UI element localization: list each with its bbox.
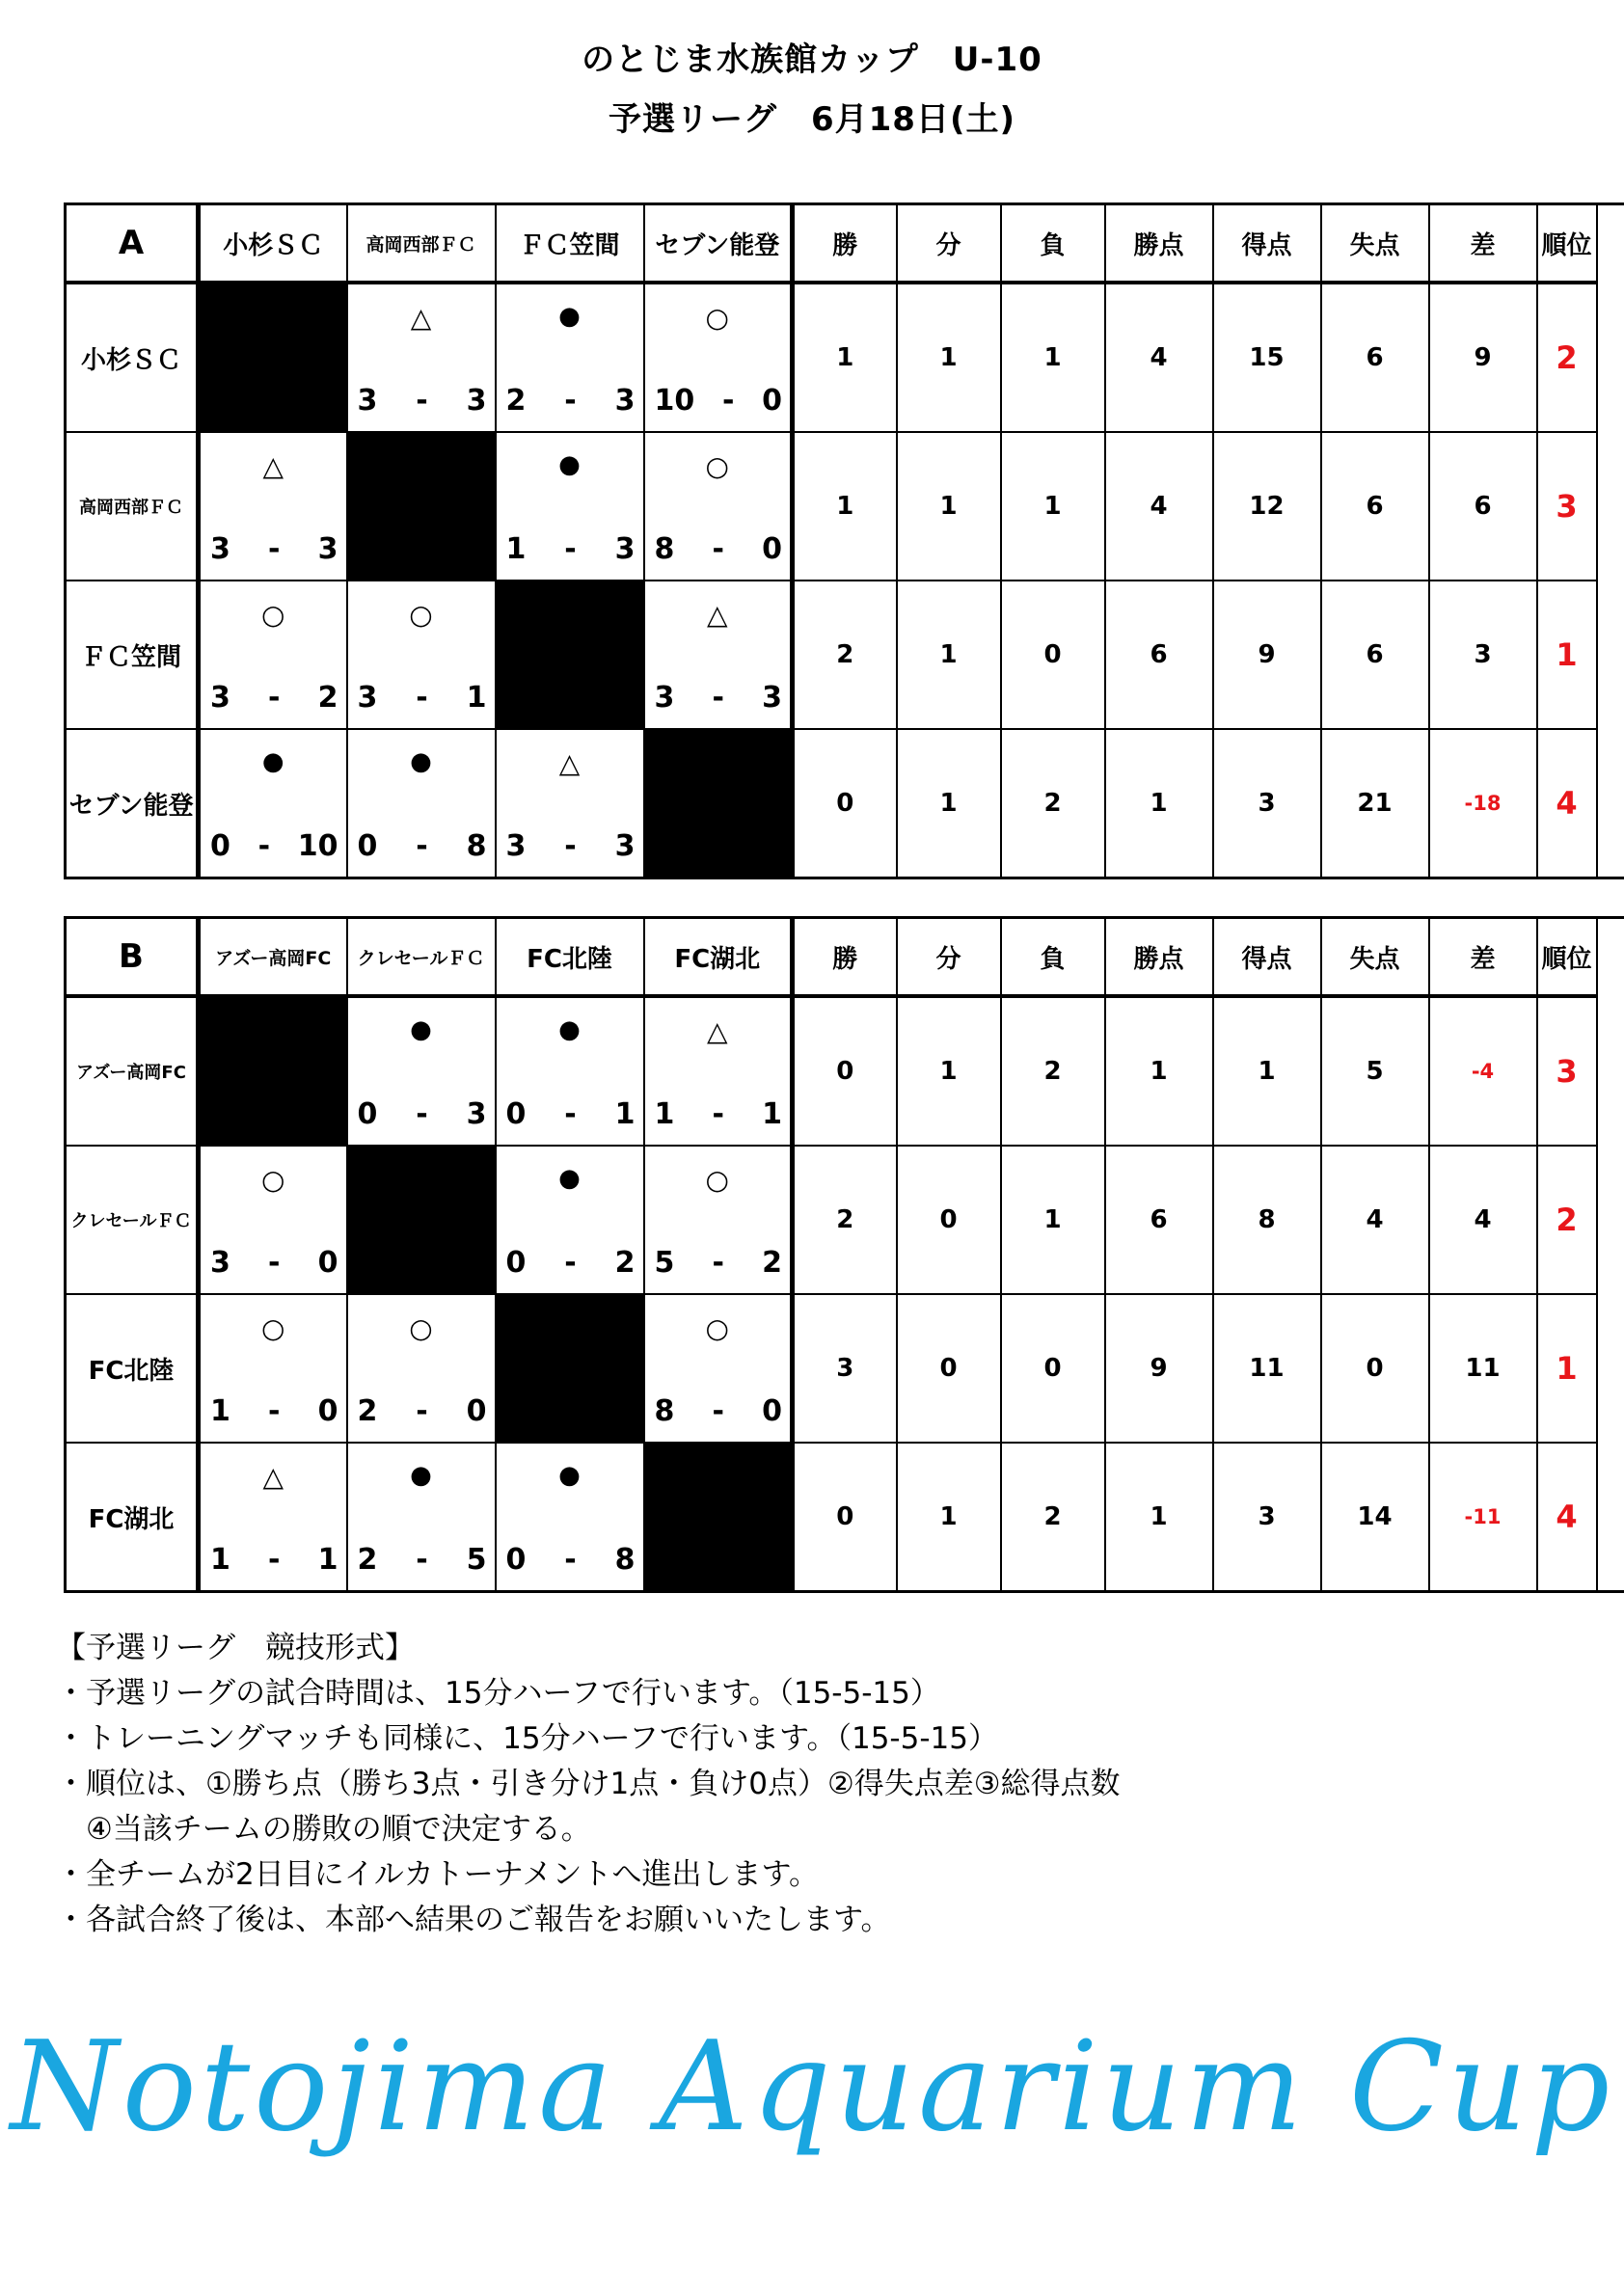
column-stat-0: 勝 [793,918,897,997]
score-away: 3 [466,1097,487,1131]
stat-cell-0: 3 [793,1294,897,1443]
match-cell [347,283,496,432]
match-score [358,1097,487,1131]
score-home: 1 [654,1097,675,1131]
match-result-mark: ● [261,747,284,776]
score-away: 2 [762,1246,782,1280]
rule-line: ・予選リーグの試合時間は、15分ハーフで行います。（15-5-15） [56,1676,940,1711]
self-match-cell [496,1294,644,1443]
page-subtitle: 予選リーグ 6月18日(土) [608,100,1016,139]
score-separator: - [564,1246,577,1280]
stat-cell-0: 0 [793,996,897,1146]
match-result-mark: ● [558,1164,581,1193]
stat-cell-2: 1 [1001,432,1105,581]
score-home: 3 [210,681,230,715]
match-score [358,384,487,418]
stat-cell-0: 0 [793,729,897,878]
column-team-1: 高岡西部ＦＣ [347,204,496,284]
score-separator: - [416,1394,428,1428]
stat-cell-6: 6 [1429,432,1537,581]
score-away: 0 [466,1394,487,1428]
column-stat-6: 差 [1429,204,1537,284]
match-cell [496,729,644,878]
score-separator: - [416,681,428,715]
table-row [66,996,1624,1146]
score-home: 2 [357,1543,378,1577]
row-team-name: FC北陸 [66,1294,199,1443]
match-result-mark: ○ [705,1164,729,1196]
score-away: 0 [317,1246,338,1280]
match-result-mark: ○ [705,1312,729,1344]
score-separator: - [564,384,577,418]
table-row [66,432,1624,581]
rule-line: 【予選リーグ 競技形式】 [56,1631,415,1665]
rank-cell: 1 [1537,1294,1597,1443]
match-cell [496,283,644,432]
table-row [66,1443,1624,1592]
stat-cell-3: 6 [1105,1146,1213,1294]
rank-cell: 1 [1537,581,1597,729]
match-cell [199,1146,347,1294]
score-away: 3 [614,532,636,566]
column-stat-6: 差 [1429,918,1537,997]
match-result-mark: △ [262,450,284,482]
stat-cell-3: 1 [1105,1443,1213,1592]
match-result-mark: ● [410,1015,432,1044]
match-cell [199,1294,347,1443]
score-separator: - [564,1543,577,1577]
rank-cell: 2 [1537,283,1597,432]
self-match-cell [644,729,793,878]
self-match-cell [644,1443,793,1592]
stat-cell-5: 5 [1321,996,1429,1146]
stat-cell-4: 3 [1213,729,1321,878]
stat-cell-1: 1 [897,581,1001,729]
column-team-0: アズー高岡FC [199,918,347,997]
score-away: 3 [614,829,636,863]
stat-cell-6: -11 [1429,1443,1537,1592]
score-home: 1 [505,532,527,566]
match-cell [199,581,347,729]
stat-cell-3: 9 [1105,1294,1213,1443]
score-separator: - [257,829,271,863]
stat-cell-4: 15 [1213,283,1321,432]
score-home: 5 [654,1246,675,1280]
match-cell [644,432,793,581]
column-stat-4: 得点 [1213,918,1321,997]
score-away: 2 [317,681,338,715]
score-home: 1 [210,1543,230,1577]
match-result-mark: △ [706,599,728,631]
column-team-0: 小杉ＳＣ [199,204,347,284]
score-home: 0 [505,1543,527,1577]
stat-cell-6: -18 [1429,729,1537,878]
rule-line: ・各試合終了後は、本部へ結果のご報告をお願いいたします。 [56,1903,891,1937]
match-score [210,1394,338,1428]
stat-cell-5: 6 [1321,581,1429,729]
match-score [210,1543,338,1577]
table-row [66,1146,1624,1294]
row-team-name: アズー高岡FC [66,996,199,1146]
stat-cell-3: 1 [1105,996,1213,1146]
stat-cell-0: 0 [793,1443,897,1592]
match-cell [644,1146,793,1294]
match-score [506,1246,636,1280]
score-home: 3 [505,829,527,863]
stat-cell-4: 12 [1213,432,1321,581]
group-label: B [66,918,199,997]
stat-cell-1: 1 [897,996,1001,1146]
stat-cell-6: 3 [1429,581,1537,729]
stat-cell-0: 2 [793,581,897,729]
score-separator: - [416,1543,428,1577]
score-away: 0 [762,384,782,418]
match-result-mark: ○ [409,1312,433,1344]
table-row [66,1294,1624,1443]
score-separator: - [712,1246,724,1280]
rank-cell: 4 [1537,729,1597,878]
row-team-name: FC湖北 [66,1443,199,1592]
match-result-mark: ● [410,747,432,776]
stat-cell-1: 0 [897,1146,1001,1294]
stat-cell-4: 1 [1213,996,1321,1146]
match-score [655,384,783,418]
rank-cell: 4 [1537,1443,1597,1592]
match-score [506,1097,636,1131]
match-score [506,532,636,566]
group-a-table [64,203,1624,879]
stat-cell-5: 6 [1321,432,1429,581]
stat-cell-2: 2 [1001,996,1105,1146]
self-match-cell [496,581,644,729]
stat-cell-5: 14 [1321,1443,1429,1592]
column-stat-7: 順位 [1537,918,1597,997]
score-separator: - [416,1097,428,1131]
match-result-mark: △ [262,1461,284,1493]
score-separator: - [721,384,735,418]
score-home: 3 [210,1246,230,1280]
column-team-2: ＦＣ笠間 [496,204,644,284]
score-home: 3 [654,681,675,715]
stat-cell-5: 6 [1321,283,1429,432]
stat-cell-5: 21 [1321,729,1429,878]
row-team-name: セブン能登 [66,729,199,878]
match-result-mark: ○ [261,1312,285,1344]
score-separator: - [416,829,428,863]
rank-cell: 3 [1537,996,1597,1146]
score-home: 2 [357,1394,378,1428]
stat-cell-4: 3 [1213,1443,1321,1592]
rank-cell: 2 [1537,1146,1597,1294]
table-row [66,729,1624,878]
self-match-cell [347,432,496,581]
match-score [655,681,783,715]
stat-cell-2: 1 [1001,283,1105,432]
match-cell [644,581,793,729]
match-cell [644,1294,793,1443]
group-label: A [66,204,199,284]
score-home: 0 [210,829,230,863]
stat-cell-5: 4 [1321,1146,1429,1294]
column-stat-4: 得点 [1213,204,1321,284]
stat-cell-2: 2 [1001,1443,1105,1592]
column-stat-1: 分 [897,204,1001,284]
score-away: 5 [466,1543,487,1577]
match-score [358,1543,487,1577]
score-away: 0 [762,1394,782,1428]
self-match-cell [199,996,347,1146]
column-stat-0: 勝 [793,204,897,284]
stat-cell-4: 9 [1213,581,1321,729]
match-cell [347,581,496,729]
rule-line: ・トレーニングマッチも同様に、15分ハーフで行います。（15-5-15） [56,1721,998,1756]
score-away: 3 [614,384,636,418]
match-result-mark: ● [410,1461,432,1490]
match-result-mark: ● [558,1461,581,1490]
match-score [210,681,338,715]
table-row [66,581,1624,729]
match-score [358,829,487,863]
match-score [210,532,338,566]
column-team-3: セブン能登 [644,204,793,284]
column-stat-2: 負 [1001,204,1105,284]
column-team-2: FC北陸 [496,918,644,997]
score-separator: - [712,1097,724,1131]
stat-cell-6: -4 [1429,996,1537,1146]
match-score [655,1097,783,1131]
score-separator: - [564,532,577,566]
self-match-cell [347,1146,496,1294]
score-home: 0 [505,1097,527,1131]
stat-cell-4: 8 [1213,1146,1321,1294]
match-result-mark: ○ [409,599,433,631]
match-score [655,532,783,566]
score-separator: - [712,1394,724,1428]
score-home: 8 [654,532,675,566]
stat-cell-3: 6 [1105,581,1213,729]
score-away: 1 [762,1097,782,1131]
column-stat-5: 失点 [1321,918,1429,997]
column-stat-1: 分 [897,918,1001,997]
group-b-table [64,916,1624,1593]
match-score [210,829,338,863]
match-cell [347,996,496,1146]
score-away: 0 [317,1394,338,1428]
score-home: 3 [210,532,230,566]
score-home: 10 [654,384,695,418]
match-result-mark: ○ [705,302,729,334]
match-cell [496,1443,644,1592]
score-separator: - [268,1543,281,1577]
stat-cell-2: 1 [1001,1146,1105,1294]
match-cell [199,729,347,878]
score-away: 8 [466,829,487,863]
column-stat-3: 勝点 [1105,204,1213,284]
column-stat-7: 順位 [1537,204,1597,284]
score-away: 3 [466,384,487,418]
match-cell [496,996,644,1146]
match-cell [347,1443,496,1592]
rule-line: ・全チームが2日目にイルカトーナメントへ進出します。 [56,1857,820,1892]
column-stat-2: 負 [1001,918,1105,997]
self-match-cell [199,283,347,432]
match-score [506,1543,636,1577]
match-result-mark: △ [706,1015,728,1047]
score-separator: - [268,681,281,715]
match-cell [644,283,793,432]
rule-line: ④当該チームの勝敗の順で決定する。 [56,1812,591,1847]
stat-cell-5: 0 [1321,1294,1429,1443]
match-score [358,681,487,715]
score-home: 1 [210,1394,230,1428]
match-cell [199,1443,347,1592]
competition-rules [56,1626,1121,1943]
score-separator: - [268,1394,281,1428]
row-team-name: 高岡西部ＦＣ [66,432,199,581]
match-result-mark: ● [558,302,581,331]
stat-cell-1: 1 [897,432,1001,581]
column-team-1: クレセールＦＣ [347,918,496,997]
match-result-mark: ○ [261,599,285,631]
row-team-name: 小杉ＳＣ [66,283,199,432]
match-score [210,1246,338,1280]
score-home: 2 [505,384,527,418]
score-separator: - [268,1246,281,1280]
match-result-mark: ○ [261,1164,285,1196]
match-score [506,384,636,418]
stat-cell-6: 9 [1429,283,1537,432]
row-team-name: ＦＣ笠間 [66,581,199,729]
match-score [358,1394,487,1428]
match-result-mark: ○ [705,450,729,482]
stat-cell-3: 4 [1105,283,1213,432]
stat-cell-1: 1 [897,729,1001,878]
stat-cell-0: 1 [793,283,897,432]
match-result-mark: △ [558,747,581,779]
score-home: 3 [357,384,378,418]
stat-cell-3: 4 [1105,432,1213,581]
score-home: 8 [654,1394,675,1428]
stat-cell-0: 1 [793,432,897,581]
column-stat-3: 勝点 [1105,918,1213,997]
match-score [506,829,636,863]
score-away: 8 [614,1543,636,1577]
score-away: 3 [762,681,782,715]
stat-cell-6: 11 [1429,1294,1537,1443]
stat-cell-3: 1 [1105,729,1213,878]
column-stat-5: 失点 [1321,204,1429,284]
score-home: 0 [357,829,378,863]
score-away: 1 [466,681,487,715]
stat-cell-1: 1 [897,283,1001,432]
rule-line: ・順位は、①勝ち点（勝ち3点・引き分け1点・負け0点）②得失点差③総得点数 [56,1767,1121,1801]
stat-cell-2: 0 [1001,1294,1105,1443]
match-cell [644,996,793,1146]
column-team-3: FC湖北 [644,918,793,997]
match-score [655,1246,783,1280]
score-away: 2 [614,1246,636,1280]
score-separator: - [712,681,724,715]
match-result-mark: ● [558,1015,581,1044]
score-separator: - [712,532,724,566]
header-row [66,204,1624,284]
stat-cell-1: 1 [897,1443,1001,1592]
score-home: 3 [357,681,378,715]
stat-cell-6: 4 [1429,1146,1537,1294]
score-away: 10 [297,829,338,863]
score-home: 0 [505,1246,527,1280]
match-cell [199,432,347,581]
score-separator: - [564,1097,577,1131]
page-title: のとじま水族館カップ U-10 [582,41,1042,79]
match-result-mark: △ [410,302,432,334]
match-cell [347,1294,496,1443]
score-home: 0 [357,1097,378,1131]
row-team-name: クレセールＦＣ [66,1146,199,1294]
match-result-mark: ● [558,450,581,479]
stat-cell-0: 2 [793,1146,897,1294]
match-cell [347,729,496,878]
score-away: 3 [317,532,338,566]
stat-cell-1: 0 [897,1294,1001,1443]
match-score [655,1394,783,1428]
match-cell [496,1146,644,1294]
stat-cell-2: 0 [1001,581,1105,729]
score-away: 1 [614,1097,636,1131]
score-away: 0 [762,532,782,566]
rank-cell: 3 [1537,432,1597,581]
score-separator: - [564,829,577,863]
header-row [66,918,1624,997]
match-cell [496,432,644,581]
score-away: 1 [317,1543,338,1577]
brand-logo-text: Notojima Aquarium Cup [10,2015,1614,2159]
stat-cell-2: 2 [1001,729,1105,878]
table-row [66,283,1624,432]
score-separator: - [416,384,428,418]
score-separator: - [268,532,281,566]
stat-cell-4: 11 [1213,1294,1321,1443]
